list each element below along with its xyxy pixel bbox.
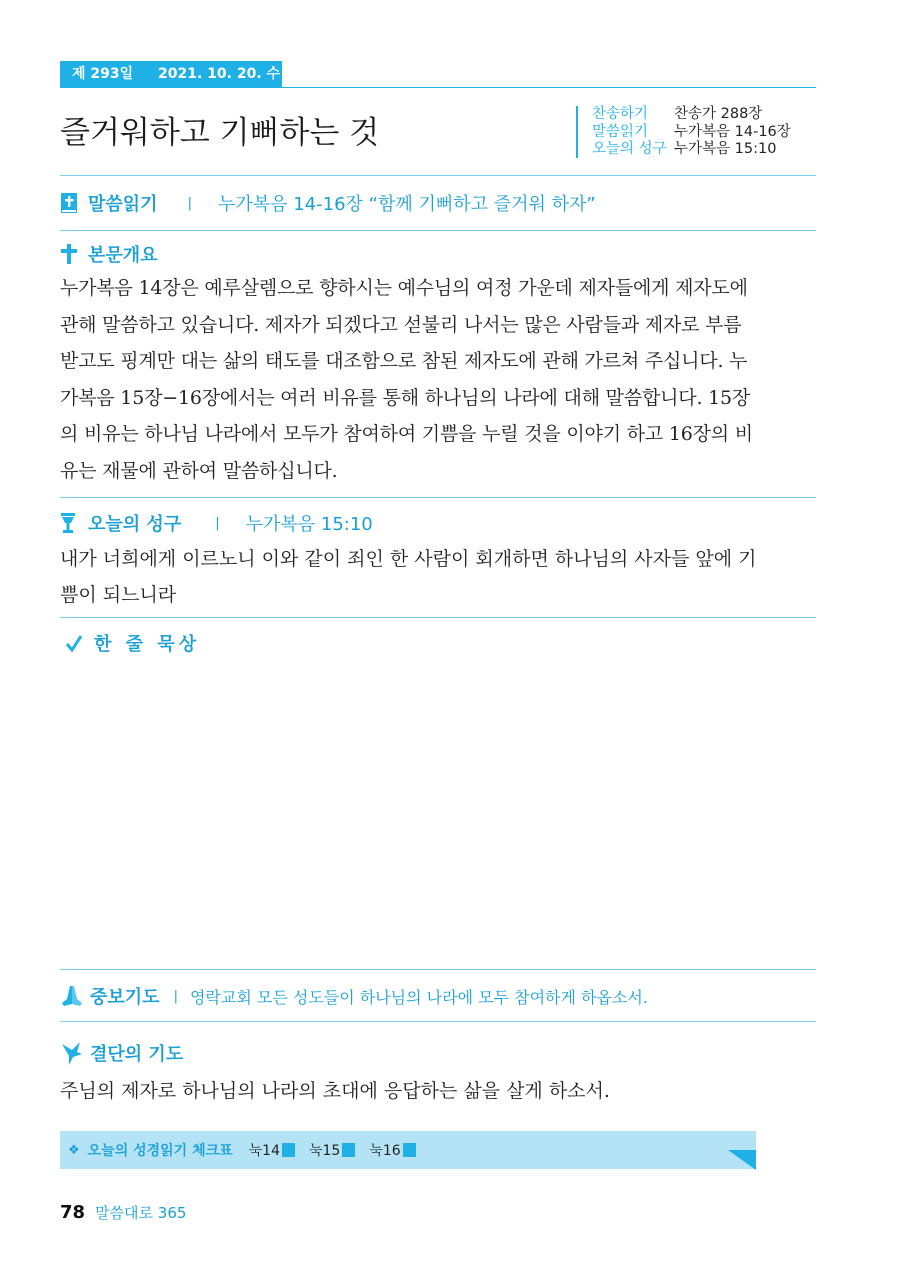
checklist-label: 오늘의 성경읽기 체크표	[87, 1143, 233, 1159]
checkbox[interactable]	[342, 1143, 355, 1157]
checklist-item-label: 눅16	[369, 1143, 401, 1159]
praying-hands-icon	[60, 984, 84, 1008]
overview-line: 받고도 핑계만 대는 삶의 태도를 대조함으로 참된 제자도에 관해 가르쳐 주십니다. 누	[60, 350, 748, 372]
book-name: 말씀대로 365	[95, 1204, 187, 1222]
separator: |	[187, 195, 192, 211]
verse-line: 내가 너희에게 이르노니 이와 같이 죄인 한 사람이 회개하면 하나님의 사자들 앞에 기	[60, 548, 757, 570]
side-info-divider	[576, 106, 578, 158]
day-number: 제 293일	[72, 66, 134, 82]
side-info-row-hymn	[592, 106, 791, 124]
resolution-text: 주님의 제자로 하나님의 나라의 초대에 응답하는 삶을 살게 하소서.	[60, 1080, 610, 1102]
intercession-label: 중보기도	[90, 987, 160, 1008]
side-info-value: 누가복음 15:10	[674, 141, 777, 157]
header-rule	[60, 87, 816, 88]
overview-line: 가복음 15장−16장에서는 여러 비유를 통해 하나님의 나라에 대해 말씀합니다. 15장	[60, 386, 751, 409]
side-info-key: 찬송하기	[592, 106, 649, 122]
verse-text	[60, 541, 820, 613]
checklist-item[interactable]	[309, 1140, 355, 1160]
side-info-value: 누가복음 14-16장	[674, 123, 791, 140]
dove-icon	[60, 1040, 84, 1066]
resolution-label: 결단의 기도	[90, 1044, 184, 1065]
meditation-label: 한 줄 묵상	[94, 634, 201, 655]
reading-checklist	[60, 1131, 756, 1169]
divider	[60, 617, 816, 618]
side-info-value: 찬송가 288장	[674, 106, 763, 122]
side-info	[592, 106, 791, 159]
side-info-row-reading	[592, 124, 791, 142]
bible-icon	[60, 192, 78, 214]
page-title: 즐거워하고 기뻐하는 것	[60, 115, 380, 151]
overview-text	[60, 270, 820, 489]
reading-section	[60, 190, 596, 216]
side-info-key: 말씀읽기	[592, 123, 649, 140]
separator: |	[173, 988, 178, 1004]
verse-label: 오늘의 성구	[88, 514, 182, 535]
checklist-item[interactable]	[249, 1140, 295, 1160]
intercession-section	[60, 983, 648, 1009]
check-icon	[66, 634, 82, 652]
verse-header	[60, 510, 373, 536]
checklist-item[interactable]	[369, 1140, 415, 1160]
overview-line: 관해 말씀하고 있습니다. 제자가 되겠다고 섣불리 나서는 많은 사람들과 제자로 부름	[60, 313, 742, 336]
checkbox[interactable]	[403, 1143, 416, 1157]
checklist-item-label: 눅15	[309, 1143, 341, 1159]
checklist-item-label: 눅14	[248, 1143, 280, 1159]
overview-header	[60, 241, 158, 267]
page-number: 78	[60, 1202, 86, 1223]
overview-label: 본문개요	[88, 245, 158, 266]
reading-text: 누가복음 14-16장 “함께 기뻐하고 즐거워 하자”	[217, 194, 596, 215]
meditation-header	[66, 630, 200, 656]
overview-line: 유는 재물에 관하여 말씀하십니다.	[60, 459, 338, 482]
separator: |	[215, 515, 220, 531]
footer	[60, 1202, 186, 1223]
divider	[60, 1021, 816, 1022]
diamond-icon: ❖	[68, 1142, 80, 1158]
reading-label: 말씀읽기	[88, 194, 158, 215]
overview-line: 누가복음 14장은 예루살렘으로 향하시는 예수님의 여정 가운데 제자들에게 제자도에	[60, 277, 748, 299]
side-info-key: 오늘의 성구	[592, 141, 667, 157]
chalice-icon	[60, 512, 76, 534]
divider	[60, 497, 816, 498]
divider	[60, 969, 816, 970]
date-text: 2021. 10. 20. 수	[158, 66, 281, 82]
intercession-text: 영락교회 모든 성도들이 하나님의 나라에 모두 참여하게 하옵소서.	[189, 987, 648, 1007]
checkbox[interactable]	[282, 1143, 295, 1157]
cross-icon	[60, 243, 78, 265]
verse-line: 쁨이 되느니라	[60, 584, 177, 606]
date-badge	[60, 61, 282, 88]
resolution-header	[60, 1040, 183, 1066]
page-fold-corner	[728, 1150, 756, 1170]
divider	[60, 230, 816, 231]
verse-ref: 누가복음 15:10	[245, 514, 373, 535]
overview-line: 의 비유는 하나님 나라에서 모두가 참여하여 기쁨을 누릴 것을 이야기 하고 16장의 비	[60, 423, 753, 445]
divider	[60, 175, 816, 176]
side-info-row-verse	[592, 141, 791, 159]
